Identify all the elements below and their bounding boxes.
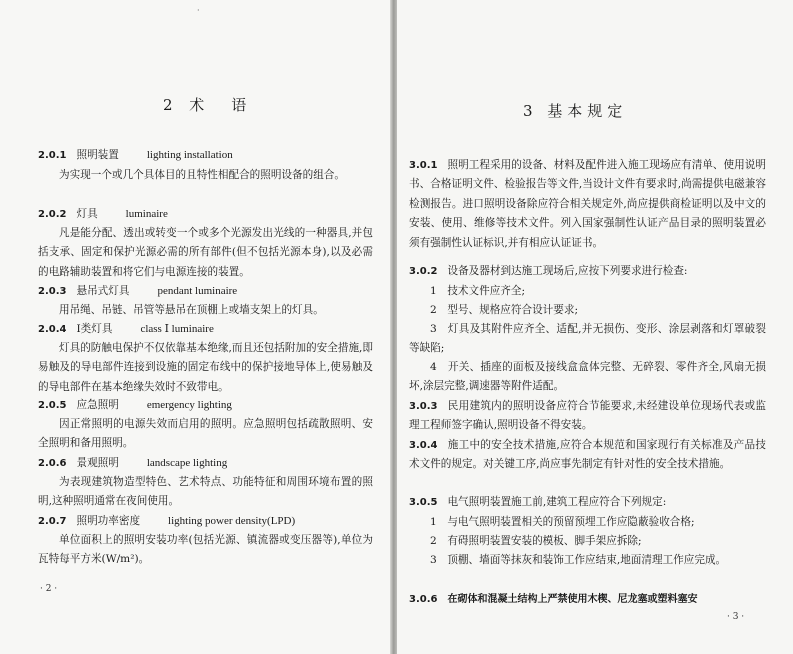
chapter-3-title: 3 基本规定 [523, 102, 628, 120]
entry-2-0-4-definition: 灯具的防触电保护不仅依靠基本绝缘,而且还包括附加的安全措施,即易触及的导电部件连接到设施的固定布线中的保护接地导体上,使易触及的导电部件在基本绝缘失效时不致带电。 [38, 342, 373, 393]
clause-3-0-4: 3.0.4 施工中的安全技术措施,应符合本规范和国家现行有关标准及产品技术文件的规定。对关键工序,尚应事先制定有针对性的安全技术措施。 [409, 439, 766, 471]
entry-2-0-2-heading: 2.0.2 灯具 luminaire [38, 208, 168, 220]
clause-3-0-5-item-1: 1 与电气照明装置相关的预留预埋工作应隐蔽验收合格; [430, 516, 695, 528]
clause-3-0-2-item-1: 1 技术文件应齐全; [430, 285, 526, 297]
clause-3-0-3: 3.0.3 民用建筑内的照明设备应符合节能要求,未经建设单位现场代表或监理工程师签字确认,照明设备不得安装。 [409, 400, 766, 432]
clause-3-0-1: 3.0.1 照明工程采用的设备、材料及配件进入施工现场应有清单、使用说明书、合格证明文件、检验报告等文件,当设计文件有要求时,尚需提供电磁兼容检测报告。进口照明设备除应符合相关规定外,尚应提供商检证明以及中文的安装、使用、维修等技术文件。列入国家强制性认证产品目录的照明装置必须有强制性认证标识,并有相应认证证书。 [409, 159, 766, 249]
chapter-2-title: 2 术 语 [163, 96, 253, 114]
entry-2-0-3-definition: 用吊绳、吊链、吊管等悬吊在顶棚上或墙支架上的灯具。 [59, 304, 324, 316]
clause-3-0-2-item-3: 3 灯具及其附件应齐全、适配,并无损伤、变形、涂层剥落和灯罩破裂等缺陷; [409, 323, 766, 355]
clause-3-0-2-item-4: 4 开关、插座的面板及接线盒盒体完整、无碎裂、零件齐全,风扇无损坏,涂层完整,调速器等附件适配。 [409, 361, 766, 393]
clause-3-0-5-item-2: 2 有碍照明装置安装的模板、脚手架应拆除; [430, 535, 642, 547]
entry-2-0-3-heading: 2.0.3 悬吊式灯具 pendant luminaire [38, 285, 238, 297]
left-page [0, 0, 392, 654]
entry-2-0-7-heading: 2.0.7 照明功率密度 lighting power density(LPD) [38, 515, 296, 527]
entry-2-0-5-heading: 2.0.5 应急照明 emergency lighting [38, 399, 232, 411]
clause-3-0-2: 3.0.2 设备及器材到达施工现场后,应按下列要求进行检查: [409, 265, 688, 277]
entry-2-0-5-definition: 因正常照明的电源失效而启用的照明。应急照明包括疏散照明、安全照明和备用照明。 [38, 418, 373, 450]
entry-2-0-6-heading: 2.0.6 景观照明 landscape lighting [38, 457, 228, 469]
entry-2-0-7-definition: 单位面积上的照明安装功率(包括光源、镇流器或变压器等),单位为瓦特每平方米(W/m²)。 [38, 534, 373, 566]
entry-2-0-6-definition: 为表现建筑物造型特色、艺术特点、功能特征和周围环境布置的照明,这种照明通常在夜间使用。 [38, 476, 373, 508]
clause-3-0-5-item-3: 3 顶棚、墙面等抹灰和装饰工作应结束,地面清理工作应完成。 [430, 554, 727, 566]
clause-3-0-2-item-2: 2 型号、规格应符合设计要求; [430, 304, 579, 316]
clause-3-0-6: 3.0.6 在砌体和混凝土结构上严禁使用木楔、尼龙塞或塑料塞安 [409, 594, 698, 605]
page-number-left: · 2 · [40, 584, 58, 594]
entry-2-0-1-definition: 为实现一个或几个具体目的且特性相配合的照明设备的组合。 [59, 169, 346, 181]
page-number-right: · 3 · [727, 612, 745, 622]
right-page [397, 0, 793, 654]
entry-2-0-4-heading: 2.0.4 Ⅰ类灯具 class Ⅰ luminaire [38, 323, 214, 335]
entry-2-0-2-definition: 凡是能分配、透出或转变一个或多个光源发出光线的一种器具,并包括支承、固定和保护光源必需的所有部件(但不包括光源本身),以及必需的电路辅助装置和将它们与电源连接的装置。 [38, 227, 373, 278]
page-edge-mark: · [197, 6, 200, 15]
entry-2-0-1-heading: 2.0.1 照明装置 lighting installation [38, 149, 233, 161]
clause-3-0-5: 3.0.5 电气照明装置施工前,建筑工程应符合下列规定: [409, 496, 667, 508]
